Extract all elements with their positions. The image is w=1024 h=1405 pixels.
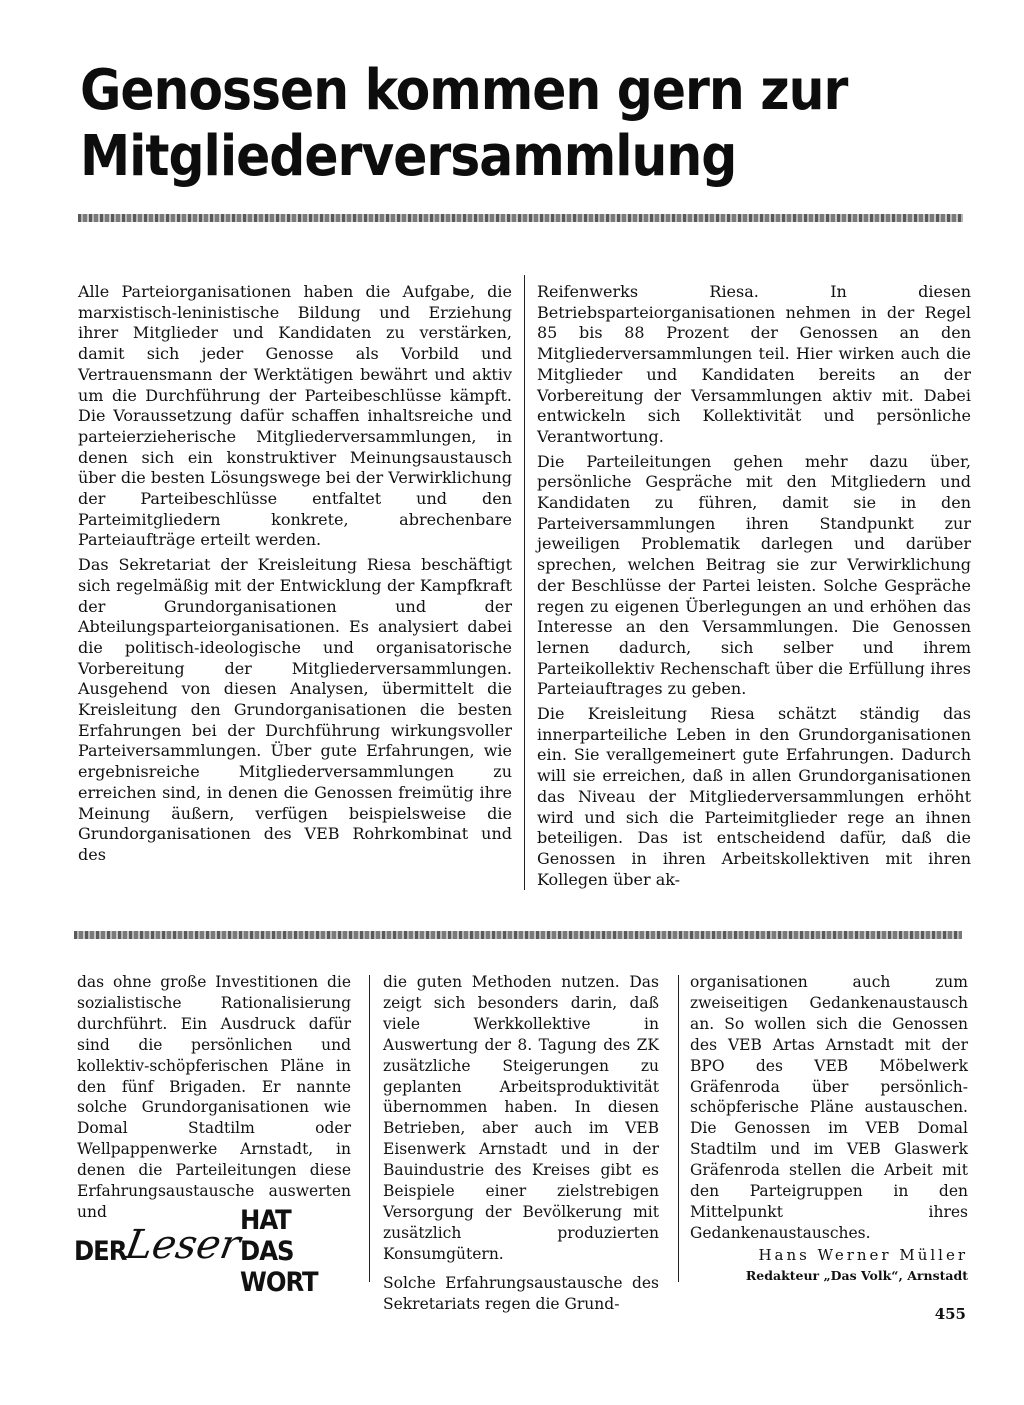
article-headline: Genossen kommen gern zur Mitgliederversammlung	[80, 58, 848, 189]
logo-leser-script: Leser	[122, 1222, 245, 1268]
paragraph: Die Kreisleitung Riesa schätzt ständig das innerparteiliche Leben in den Grundorganisationen ein. Sie verallgemeinert gute Erfahrungen. Dadurch will sie erreichen, daß in allen Grundorganisationen das Niveau der Mitgliederversammlungen erhöht wird und sich die Parteimitglieder rege an ihnen beteiligen. Das ist entscheidend dafür, daß die Genossen in ihren Arbeitskollektiven mit ihren Kollegen über ak-	[537, 704, 971, 889]
logo-der: DER	[74, 1235, 127, 1267]
top-rule	[78, 214, 963, 222]
section-rule	[74, 931, 962, 939]
column-divider	[524, 275, 525, 890]
author-signature: Hans Werner Müller	[758, 1246, 968, 1264]
page-number: 455	[934, 1305, 966, 1323]
column-divider	[678, 975, 679, 1282]
logo-hat-das-wort: HAT DAS WORT	[240, 1204, 318, 1298]
paragraph: die guten Methoden nutzen. Das zeigt sich besonders darin, daß viele Werkkollektive in Auswertung der 8. Tagung des ZK zusätzliche Steigerungen zu geplanten Arbeitsproduktivität übernommen haben. In diesen Betrieben, aber auch im VEB Eisenwerk Arnstadt und in der Bauindustrie des Kreises gibt es Beispiele einer zielstrebigen Versorgung der Bevölkerung mit zusätzlich produzierten Konsumgütern.	[383, 973, 659, 1263]
article-column-1	[78, 282, 512, 866]
article-column-2	[537, 282, 971, 890]
paragraph: organisationen auch zum zweiseitigen Gedankenaustausch an. So wollen sich die Genossen des VEB Artas Arnstadt mit der BPO des VEB Möbelwerk Gräfenroda über persönlich-schöpferische Pläne austauschen. Die Genossen im VEB Domal Stadtilm und im VEB Glaswerk Gräfenroda stellen die Arbeit mit den Parteigruppen in den Mittelpunkt ihres Gedankenaustausches.	[690, 973, 968, 1242]
letters-column-2	[383, 972, 659, 1315]
paragraph: Solche Erfahrungsaustausche des Sekretariats regen die Grund-	[383, 1273, 659, 1313]
letters-column-3	[690, 972, 968, 1244]
letters-column-1	[77, 972, 351, 1223]
paragraph: das ohne große Investitionen die sozialistische Rationalisierung durchführt. Ein Ausdruck dafür sind die persönlichen und kollektiv-schöpferischen Pläne in den fünf Brigaden. Er nannte solche Grundorganisationen wie Domal Stadtilm oder Wellpappenwerke Arnstadt, in denen die Parteileitungen diese Erfahrungsaustausche auswerten und	[77, 973, 351, 1221]
author-byline: Redakteur „Das Volk“, Arnstadt	[745, 1268, 968, 1283]
column-divider	[369, 975, 370, 1282]
der-leser-hat-das-wort-logo	[74, 1204, 350, 1298]
paragraph: Reifenwerks Riesa. In diesen Betriebsparteiorganisationen nehmen in der Regel 85 bis 88 Prozent der Genossen an den Mitgliederversammlungen teil. Hier wirken auch die Mitglieder und Kandidaten bereits an der Vorbereitung der Versammlungen aktiv mit. Dabei entwickeln sich Kollektivität und persönliche Verantwortung.	[537, 282, 971, 446]
paragraph: Das Sekretariat der Kreisleitung Riesa beschäftigt sich regelmäßig mit der Entwicklung der Kampfkraft der Grundorganisationen und der Abteilungsparteiorganisationen. Es analysiert dabei die politisch-ideologische und organisatorische Vorbereitung der Mitgliederversammlungen. Ausgehend von diesen Analysen, übermittelt die Kreisleitung den Grundorganisationen die besten Erfahrungen bei der Durchführung wirkungsvoller Parteiversammlungen. Über gute Erfahrungen, wie ergebnisreiche Mitgliederversammlungen zu erreichen sind, in denen die Genossen freimütig ihre Meinung äußern, verfügen beispielsweise die Grundorganisationen des VEB Rohrkombinat und des	[78, 555, 512, 864]
paragraph: Die Parteileitungen gehen mehr dazu über, persönliche Gespräche mit den Mitgliedern und Kandidaten zu führen, damit sie in den Parteiversammlungen ihren Standpunkt zur jeweiligen Problematik darlegen und darüber sprechen, welchen Beitrag sie zur Verwirklichung der Beschlüsse der Partei leisten. Solche Gespräche regen zu eigenen Überlegungen an und erhöhen das Interesse an den Versammlungen. Die Genossen lernen dadurch, sich selber und ihrem Parteikollektiv Rechenschaft über die Erfüllung ihres Parteiauftrages zu geben.	[537, 451, 971, 699]
paragraph: Alle Parteiorganisationen haben die Aufgabe, die marxistisch-leninistische Bildung und Erziehung ihrer Mitglieder und Kandidaten zu verstärken, damit sich jeder Genosse als Vorbild und Vertrauensmann der Werktätigen bewährt und aktiv um die Durchführung der Parteibeschlüsse kämpft. Die Voraussetzung dafür schaffen inhaltsreiche und parteierzieherische Mitgliederversammlungen, in denen sich ein konstruktiver Meinungsaustausch über die besten Lösungswege bei der Verwirklichung der Parteibeschlüsse entfaltet und den Parteimitgliedern konkrete, abrechenbare Parteiaufträge erteilt werden.	[78, 282, 512, 550]
